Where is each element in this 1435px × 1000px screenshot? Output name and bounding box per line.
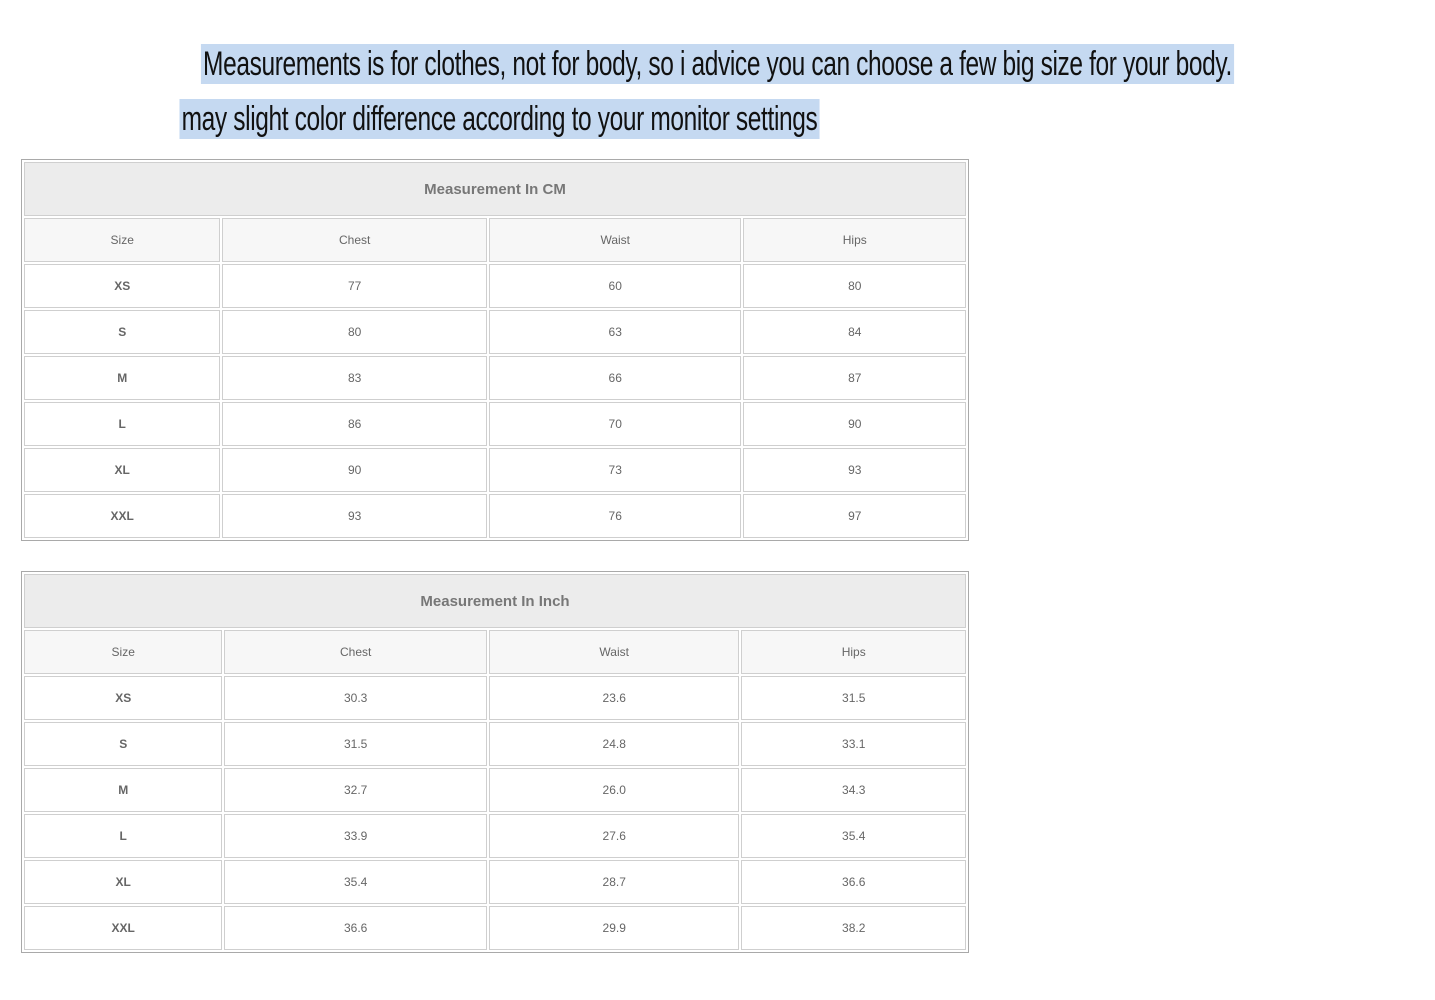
chest-cell: 93 bbox=[222, 494, 487, 538]
table-row bbox=[24, 494, 966, 538]
hips-cell: 35.4 bbox=[741, 814, 966, 858]
chest-cell: 36.6 bbox=[224, 906, 487, 950]
size-cell: S bbox=[24, 310, 220, 354]
size-cell: XXL bbox=[24, 906, 222, 950]
size-cell: M bbox=[24, 356, 220, 400]
table-row bbox=[24, 310, 966, 354]
waist-cell: 29.9 bbox=[489, 906, 740, 950]
hips-cell: 38.2 bbox=[741, 906, 966, 950]
column-header-size: Size bbox=[24, 218, 220, 262]
waist-cell: 27.6 bbox=[489, 814, 740, 858]
waist-cell: 70 bbox=[489, 402, 742, 446]
table-row bbox=[24, 768, 966, 812]
waist-cell: 28.7 bbox=[489, 860, 740, 904]
table-header-row bbox=[24, 218, 966, 262]
chest-cell: 80 bbox=[222, 310, 487, 354]
notice-line-1-text: Measurements is for clothes, not for body, so i advice you can choose a few big size for your body. bbox=[201, 44, 1234, 84]
column-header-chest: Chest bbox=[222, 218, 487, 262]
size-cell: XL bbox=[24, 448, 220, 492]
table-row bbox=[24, 860, 966, 904]
hips-cell: 84 bbox=[743, 310, 966, 354]
table-row bbox=[24, 906, 966, 950]
column-header-hips: Hips bbox=[743, 218, 966, 262]
hips-cell: 33.1 bbox=[741, 722, 966, 766]
notice-line-1 bbox=[0, 44, 1232, 84]
hips-cell: 31.5 bbox=[741, 676, 966, 720]
column-header-waist: Waist bbox=[489, 630, 740, 674]
column-header-waist: Waist bbox=[489, 218, 742, 262]
column-header-size: Size bbox=[24, 630, 222, 674]
chest-cell: 31.5 bbox=[224, 722, 487, 766]
notice-line-2-text: may slight color difference according to your monitor settings bbox=[180, 99, 820, 139]
size-cell: L bbox=[24, 814, 222, 858]
size-cell: S bbox=[24, 722, 222, 766]
table-row bbox=[24, 814, 966, 858]
waist-cell: 76 bbox=[489, 494, 742, 538]
table-header-row bbox=[24, 630, 966, 674]
hips-cell: 93 bbox=[743, 448, 966, 492]
column-header-chest: Chest bbox=[224, 630, 487, 674]
waist-cell: 66 bbox=[489, 356, 742, 400]
table-row bbox=[24, 264, 966, 308]
size-table-cm bbox=[21, 159, 969, 541]
hips-cell: 36.6 bbox=[741, 860, 966, 904]
table-row bbox=[24, 676, 966, 720]
waist-cell: 60 bbox=[489, 264, 742, 308]
column-header-hips: Hips bbox=[741, 630, 966, 674]
table-title-row bbox=[24, 162, 966, 216]
chest-cell: 83 bbox=[222, 356, 487, 400]
table-row bbox=[24, 402, 966, 446]
waist-cell: 23.6 bbox=[489, 676, 740, 720]
waist-cell: 73 bbox=[489, 448, 742, 492]
table-title: Measurement In Inch bbox=[24, 574, 966, 628]
size-table-inch bbox=[21, 571, 969, 953]
waist-cell: 63 bbox=[489, 310, 742, 354]
chest-cell: 33.9 bbox=[224, 814, 487, 858]
size-cell: M bbox=[24, 768, 222, 812]
table-title-row bbox=[24, 574, 966, 628]
chest-cell: 35.4 bbox=[224, 860, 487, 904]
waist-cell: 24.8 bbox=[489, 722, 740, 766]
table-title: Measurement In CM bbox=[24, 162, 966, 216]
size-cell: XXL bbox=[24, 494, 220, 538]
chest-cell: 86 bbox=[222, 402, 487, 446]
hips-cell: 87 bbox=[743, 356, 966, 400]
hips-cell: 80 bbox=[743, 264, 966, 308]
hips-cell: 34.3 bbox=[741, 768, 966, 812]
table-row bbox=[24, 448, 966, 492]
size-cell: L bbox=[24, 402, 220, 446]
hips-cell: 90 bbox=[743, 402, 966, 446]
notice-line-2 bbox=[0, 99, 1000, 139]
size-cell: XL bbox=[24, 860, 222, 904]
size-cell: XS bbox=[24, 264, 220, 308]
chest-cell: 30.3 bbox=[224, 676, 487, 720]
hips-cell: 97 bbox=[743, 494, 966, 538]
size-cell: XS bbox=[24, 676, 222, 720]
chest-cell: 77 bbox=[222, 264, 487, 308]
chest-cell: 32.7 bbox=[224, 768, 487, 812]
table-row bbox=[24, 722, 966, 766]
waist-cell: 26.0 bbox=[489, 768, 740, 812]
chest-cell: 90 bbox=[222, 448, 487, 492]
table-row bbox=[24, 356, 966, 400]
